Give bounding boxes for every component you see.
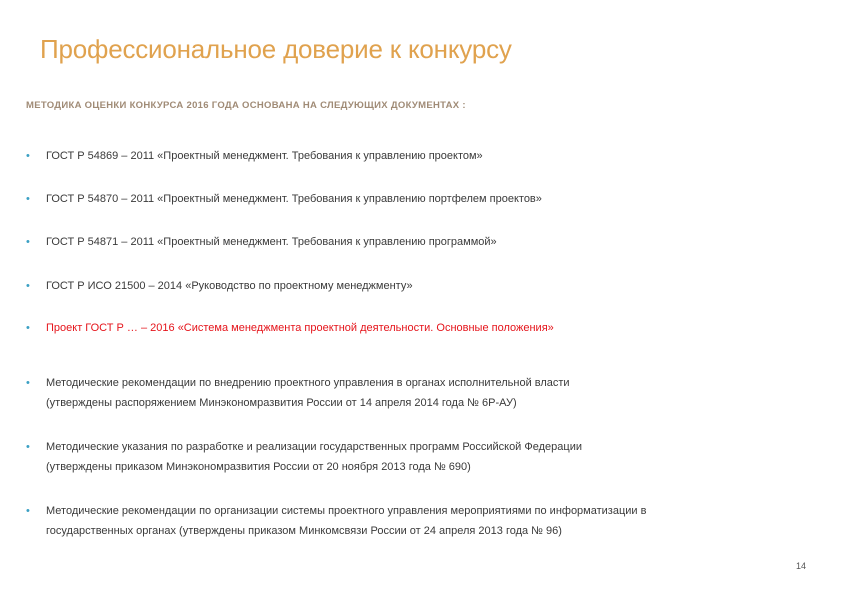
bullet-icon: • — [26, 377, 30, 389]
bullet-icon: • — [26, 236, 30, 248]
list-item-highlighted — [26, 318, 811, 338]
list-item-text: Методические рекомендации по организации системы проектного управления мероприятиями по информатизации в — [46, 505, 647, 517]
list-item — [26, 276, 811, 296]
bullet-icon: • — [26, 280, 30, 292]
page-number: 14 — [796, 561, 807, 571]
bullet-icon: • — [26, 322, 30, 334]
list-item — [26, 232, 811, 252]
list-item-subtext: (утверждены приказом Минэкономразвития России от 20 ноября 2013 года № 690) — [46, 461, 471, 473]
slide-subtitle: МЕТОДИКА ОЦЕНКИ КОНКУРСА 2016 ГОДА ОСНОВАНА НА СЛЕДУЮЩИХ ДОКУМЕНТАХ : — [26, 100, 466, 111]
list-item-text: ГОСТ Р ИСО 21500 – 2014 «Руководство по проектному менеджменту» — [46, 280, 413, 292]
list-item — [26, 189, 811, 209]
list-item-text: Методические рекомендации по внедрению проектного управления в органах исполнительной власти — [46, 377, 570, 389]
list-item-subtext: государственных органах (утверждены приказом Минкомсвязи России от 24 апреля 2013 года № 96) — [46, 525, 562, 537]
list-item-text: ГОСТ Р 54869 – 2011 «Проектный менеджмент. Требования к управлению проектом» — [46, 150, 483, 162]
list-item — [26, 437, 811, 477]
list-item — [26, 373, 811, 413]
slide-title: Профессиональное доверие к конкурсу — [40, 34, 512, 64]
list-item-text: ГОСТ Р 54871 – 2011 «Проектный менеджмент. Требования к управлению программой» — [46, 236, 497, 248]
list-item-text: Проект ГОСТ Р … – 2016 «Система менеджмента проектной деятельности. Основные положения» — [46, 322, 554, 334]
list-item-text: Методические указания по разработке и реализации государственных программ Российской Федерации — [46, 441, 582, 453]
bullet-icon: • — [26, 193, 30, 205]
bullet-icon: • — [26, 505, 30, 517]
bullet-icon: • — [26, 150, 30, 162]
list-item-subtext: (утверждены распоряжением Минэкономразвития России от 14 апреля 2014 года № 6Р-АУ) — [46, 397, 517, 409]
list-item — [26, 146, 811, 166]
list-item — [26, 501, 811, 541]
list-item-text: ГОСТ Р 54870 – 2011 «Проектный менеджмент. Требования к управлению портфелем проектов» — [46, 193, 542, 205]
bullet-icon: • — [26, 441, 30, 453]
